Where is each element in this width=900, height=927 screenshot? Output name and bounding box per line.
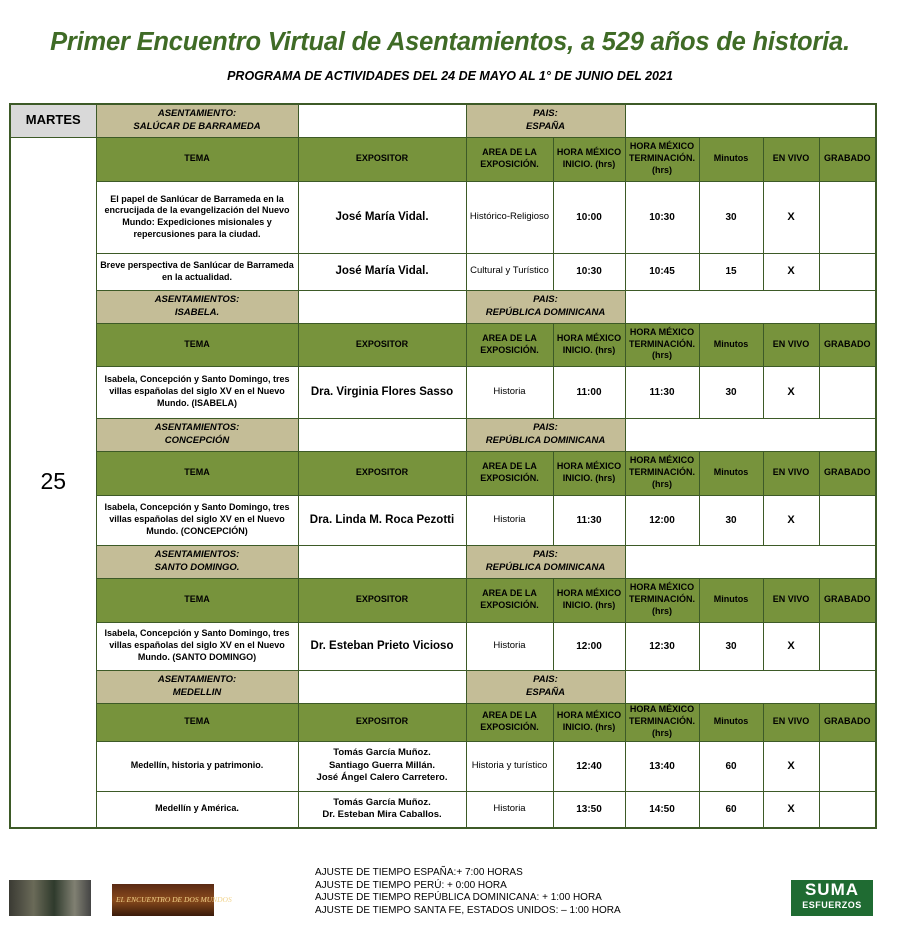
column-header-row [10, 578, 876, 622]
speaker-cell: Dra. Linda M. Roca Pezotti [298, 495, 466, 545]
area-cell: Historia [466, 366, 553, 418]
minutes-cell: 60 [699, 741, 763, 791]
country-name: ESPAÑA [526, 120, 565, 132]
start-time: 10:00 [553, 181, 625, 253]
recorded-cell [819, 366, 876, 418]
settlement-cell [96, 670, 298, 703]
column-header-row [10, 323, 876, 366]
time-adjust-line: AJUSTE DE TIEMPO SANTA FE, ESTADOS UNIDOS: – 1:00 HORA [315, 904, 621, 916]
time-adjust-line: AJUSTE DE TIEMPO ESPAÑA:+ 7:00 HORAS [315, 867, 523, 878]
speaker-cell: Tomás García Muñoz. Dr. Esteban Mira Caballos. [298, 791, 466, 828]
settlement-label: ASENTAMIENTOS: [154, 294, 240, 306]
end-time: 13:40 [625, 741, 699, 791]
header-envivo: EN VIVO [763, 451, 819, 495]
header-minutos: Minutos [699, 323, 763, 366]
country-label: PAIS: [533, 549, 558, 561]
settlement-cell [96, 545, 298, 578]
recorded-cell [819, 622, 876, 670]
header-area: AREA DE LA EXPOSICIÓN. [466, 703, 553, 741]
area-cell: Historia [466, 622, 553, 670]
settlement-label: ASENTAMIENTOS: [154, 549, 240, 561]
blank-cell [625, 290, 876, 323]
end-time: 10:45 [625, 253, 699, 290]
country-cell [466, 418, 625, 451]
header-fin: HORA MÉXICO TERMINACIÓN. (hrs) [625, 323, 699, 366]
country-cell [466, 104, 625, 137]
blank-cell [298, 104, 466, 137]
end-time: 11:30 [625, 366, 699, 418]
column-header-row [10, 137, 876, 181]
day-label: MARTES [10, 104, 96, 137]
speaker-cell: José María Vidal. [298, 253, 466, 290]
header-area: AREA DE LA EXPOSICIÓN. [466, 451, 553, 495]
header-tema: TEMA [96, 703, 298, 741]
settlement-name: CONCEPCIÓN [164, 434, 230, 446]
live-mark: X [763, 741, 819, 791]
program-subtitle: PROGRAMA DE ACTIVIDADES DEL 24 DE MAYO AL 1° DE JUNIO DEL 2021 [227, 69, 673, 83]
header-envivo: EN VIVO [763, 578, 819, 622]
settlement-label: ASENTAMIENTO: [157, 674, 237, 686]
live-mark: X [763, 366, 819, 418]
minutes-cell: 30 [699, 495, 763, 545]
theme-cell: Breve perspectiva de Sanlúcar de Barrameda en la actualidad. [96, 253, 298, 290]
settlement-label: ASENTAMIENTOS: [154, 422, 240, 434]
theme-cell: Isabela, Concepción y Santo Domingo, tres villas españolas del siglo XV en el Nuevo Mundo. (ISABELA) [96, 366, 298, 418]
header-expositor: EXPOSITOR [298, 323, 466, 366]
country-name: REPÚBLICA DOMINICANA [485, 434, 606, 446]
speaker-cell: Dra. Virginia Flores Sasso [298, 366, 466, 418]
settlement-name: MEDELLIN [172, 686, 222, 698]
settlement-label: ASENTAMIENTO: [157, 108, 237, 120]
recorded-cell [819, 791, 876, 828]
header-minutos: Minutos [699, 703, 763, 741]
header-area: AREA DE LA EXPOSICIÓN. [466, 137, 553, 181]
theme-cell: Medellín y América. [96, 791, 298, 828]
header-area: AREA DE LA EXPOSICIÓN. [466, 578, 553, 622]
country-name: REPÚBLICA DOMINICANA [485, 561, 606, 573]
schedule-table [9, 103, 877, 829]
minutes-cell: 30 [699, 366, 763, 418]
live-mark: X [763, 495, 819, 545]
country-cell [466, 545, 625, 578]
header-fin: HORA MÉXICO TERMINACIÓN. (hrs) [625, 451, 699, 495]
country-label: PAIS: [533, 674, 558, 686]
area-cell: Historia y turístico [466, 741, 553, 791]
live-mark: X [763, 622, 819, 670]
start-time: 11:30 [553, 495, 625, 545]
table-row [10, 791, 876, 828]
header-minutos: Minutos [699, 137, 763, 181]
section-header-row [10, 418, 876, 451]
table-row [10, 741, 876, 791]
blank-cell [625, 545, 876, 578]
start-time: 13:50 [553, 791, 625, 828]
header-envivo: EN VIVO [763, 323, 819, 366]
minutes-cell: 60 [699, 791, 763, 828]
country-label: PAIS: [533, 294, 558, 306]
speaker-cell: Tomás García Muñoz. Santiago Guerra Millán. José Ángel Calero Carretero. [298, 741, 466, 791]
page-title: Primer Encuentro Virtual de Asentamientos, a 529 años de historia. [50, 28, 850, 56]
country-cell [466, 670, 625, 703]
table-row [10, 622, 876, 670]
header-inicio: HORA MÉXICO INICIO. (hrs) [553, 137, 625, 181]
live-mark: X [763, 253, 819, 290]
table-row [10, 181, 876, 253]
start-time: 11:00 [553, 366, 625, 418]
column-header-row [10, 451, 876, 495]
blank-cell [298, 545, 466, 578]
header-grabado: GRABADO [819, 137, 876, 181]
end-time: 12:00 [625, 495, 699, 545]
recorded-cell [819, 495, 876, 545]
settlement-name: SANTO DOMINGO. [154, 561, 240, 573]
end-time: 14:50 [625, 791, 699, 828]
header-area: AREA DE LA EXPOSICIÓN. [466, 323, 553, 366]
blank-cell [625, 418, 876, 451]
header-expositor: EXPOSITOR [298, 451, 466, 495]
table-row [10, 495, 876, 545]
header-inicio: HORA MÉXICO INICIO. (hrs) [553, 323, 625, 366]
municipal-logo [9, 880, 91, 916]
settlement-name: ISABELA. [174, 306, 220, 318]
blank-cell [625, 104, 876, 137]
start-time: 12:40 [553, 741, 625, 791]
header-expositor: EXPOSITOR [298, 137, 466, 181]
theme-cell: Isabela, Concepción y Santo Domingo, tres villas españolas del siglo XV en el Nuevo Mundo. (CONCEPCIÓN) [96, 495, 298, 545]
section-header-row [10, 545, 876, 578]
end-time: 12:30 [625, 622, 699, 670]
header-fin: HORA MÉXICO TERMINACIÓN. (hrs) [625, 137, 699, 181]
start-time: 12:00 [553, 622, 625, 670]
header-inicio: HORA MÉXICO INICIO. (hrs) [553, 578, 625, 622]
day-number: 25 [10, 137, 96, 828]
header-fin: HORA MÉXICO TERMINACIÓN. (hrs) [625, 578, 699, 622]
header-expositor: EXPOSITOR [298, 578, 466, 622]
minutes-cell: 30 [699, 181, 763, 253]
recorded-cell [819, 181, 876, 253]
blank-cell [298, 670, 466, 703]
settlement-cell [96, 290, 298, 323]
header-fin: HORA MÉXICO TERMINACIÓN. (hrs) [625, 703, 699, 741]
settlement-cell [96, 418, 298, 451]
settlement-name: SALÚCAR DE BARRAMEDA [133, 120, 261, 132]
minutes-cell: 30 [699, 622, 763, 670]
header-grabado: GRABADO [819, 578, 876, 622]
header-envivo: EN VIVO [763, 137, 819, 181]
column-header-row [10, 703, 876, 741]
table-row [10, 253, 876, 290]
time-adjust-line: AJUSTE DE TIEMPO PERÚ: + 0:00 HORA [315, 879, 507, 891]
header-tema: TEMA [96, 137, 298, 181]
header-minutos: Minutos [699, 578, 763, 622]
header-minutos: Minutos [699, 451, 763, 495]
area-cell: Cultural y Turístico [466, 253, 553, 290]
header-tema: TEMA [96, 451, 298, 495]
area-cell: Histórico-Religioso [466, 181, 553, 253]
header-grabado: GRABADO [819, 451, 876, 495]
theme-cell: El papel de Sanlúcar de Barrameda en la encrucijada de la evangelización del Nuevo Mundo: Expediciones misionales y repercusiones para la ciudad. [96, 181, 298, 253]
table-row [10, 366, 876, 418]
recorded-cell [819, 253, 876, 290]
minutes-cell: 15 [699, 253, 763, 290]
country-label: PAIS: [533, 108, 558, 120]
blank-cell [625, 670, 876, 703]
live-mark: X [763, 181, 819, 253]
section-header-row [10, 290, 876, 323]
country-name: ESPAÑA [526, 686, 565, 698]
settlement-cell [96, 104, 298, 137]
time-adjust-line: AJUSTE DE TIEMPO REPÚBLICA DOMINICANA: + 1:00 HORA [315, 892, 602, 903]
header-grabado: GRABADO [819, 323, 876, 366]
live-mark: X [763, 791, 819, 828]
recorded-cell [819, 741, 876, 791]
country-label: PAIS: [533, 422, 558, 434]
header-tema: TEMA [96, 578, 298, 622]
section-header-row [10, 670, 876, 703]
encuentro-logo: EL ENCUENTRO DE DOS MUNDOS [112, 884, 214, 916]
header-inicio: HORA MÉXICO INICIO. (hrs) [553, 451, 625, 495]
theme-cell: Isabela, Concepción y Santo Domingo, tres villas españolas del siglo XV en el Nuevo Mundo. (SANTO DOMINGO) [96, 622, 298, 670]
suma-esfuerzos-logo: SUMA ESFUERZOS [791, 880, 873, 916]
area-cell: Historia [466, 495, 553, 545]
theme-cell: Medellín, historia y patrimonio. [96, 741, 298, 791]
header-envivo: EN VIVO [763, 703, 819, 741]
header-expositor: EXPOSITOR [298, 703, 466, 741]
blank-cell [298, 290, 466, 323]
header-grabado: GRABADO [819, 703, 876, 741]
speaker-cell: José María Vidal. [298, 181, 466, 253]
header-inicio: HORA MÉXICO INICIO. (hrs) [553, 703, 625, 741]
start-time: 10:30 [553, 253, 625, 290]
end-time: 10:30 [625, 181, 699, 253]
country-name: REPÚBLICA DOMINICANA [485, 306, 606, 318]
time-adjustments [315, 867, 621, 917]
speaker-cell: Dr. Esteban Prieto Vicioso [298, 622, 466, 670]
blank-cell [298, 418, 466, 451]
country-cell [466, 290, 625, 323]
area-cell: Historia [466, 791, 553, 828]
header-tema: TEMA [96, 323, 298, 366]
section-header-row [10, 104, 876, 137]
